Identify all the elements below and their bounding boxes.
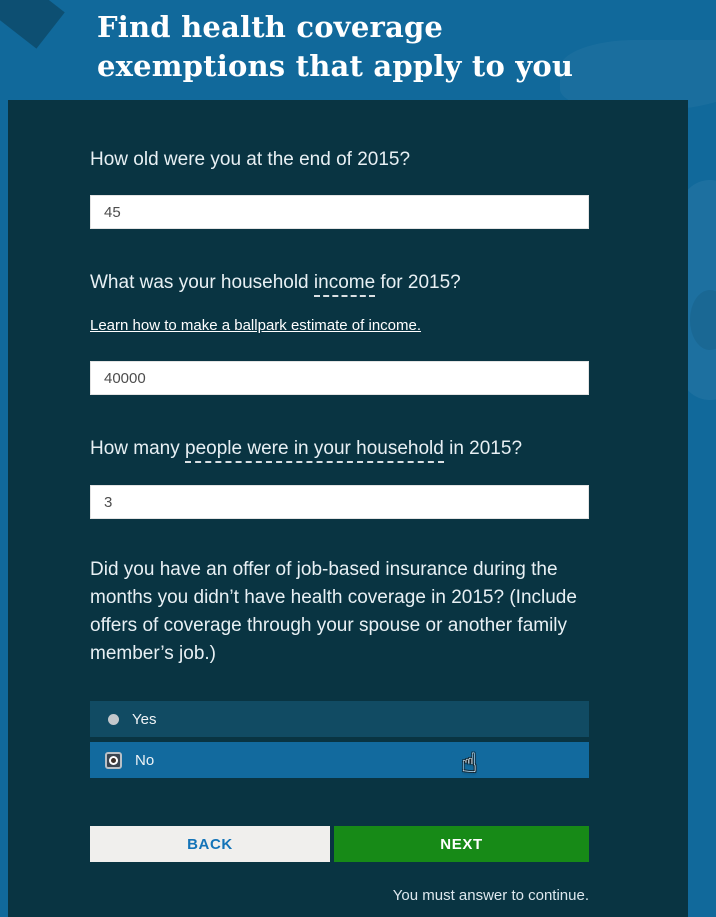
question-household-suffix: in 2015?: [443, 438, 523, 459]
question-income-suffix: for 2015?: [375, 272, 461, 293]
income-input[interactable]: [90, 361, 589, 395]
radio-option-no[interactable]: [90, 742, 589, 778]
question-job-insurance-label: Did you have an offer of job-based insurance during the months you didn’t have health coverage in 2015? (Include offers of coverage through your spouse or another family member’s job.): [90, 559, 577, 664]
question-income-label: [90, 269, 589, 297]
answer-required-note: You must answer to continue.: [392, 887, 589, 904]
next-button[interactable]: NEXT: [334, 826, 589, 862]
page-title: [97, 8, 677, 86]
map-graphic: [0, 0, 65, 49]
question-age-label: How old were you at the end of 2015?: [90, 149, 411, 170]
ballpark-estimate-link[interactable]: Learn how to make a ballpark estimate of income.: [90, 317, 422, 334]
radio-option-yes[interactable]: [90, 701, 589, 737]
hand-pointer-cursor-icon: ☝: [461, 748, 478, 779]
page-title-line1: Find health coverage: [97, 10, 444, 44]
page-title-line2: exemptions that apply to you: [97, 49, 574, 83]
radio-unselected-icon[interactable]: [108, 714, 119, 725]
household-size-input[interactable]: [90, 485, 589, 519]
radio-selected-icon[interactable]: [105, 752, 122, 769]
back-button[interactable]: BACK: [90, 826, 330, 862]
question-household-label: [90, 435, 589, 463]
radio-option-yes-label: Yes: [132, 710, 157, 728]
question-income-prefix: What was your household: [90, 272, 314, 293]
radio-option-no-label: No: [135, 751, 155, 769]
income-term-tooltip[interactable]: income: [314, 272, 375, 297]
household-term-tooltip[interactable]: people were in your household: [185, 438, 444, 463]
question-household-prefix: How many: [90, 438, 186, 459]
age-input[interactable]: [90, 195, 589, 229]
